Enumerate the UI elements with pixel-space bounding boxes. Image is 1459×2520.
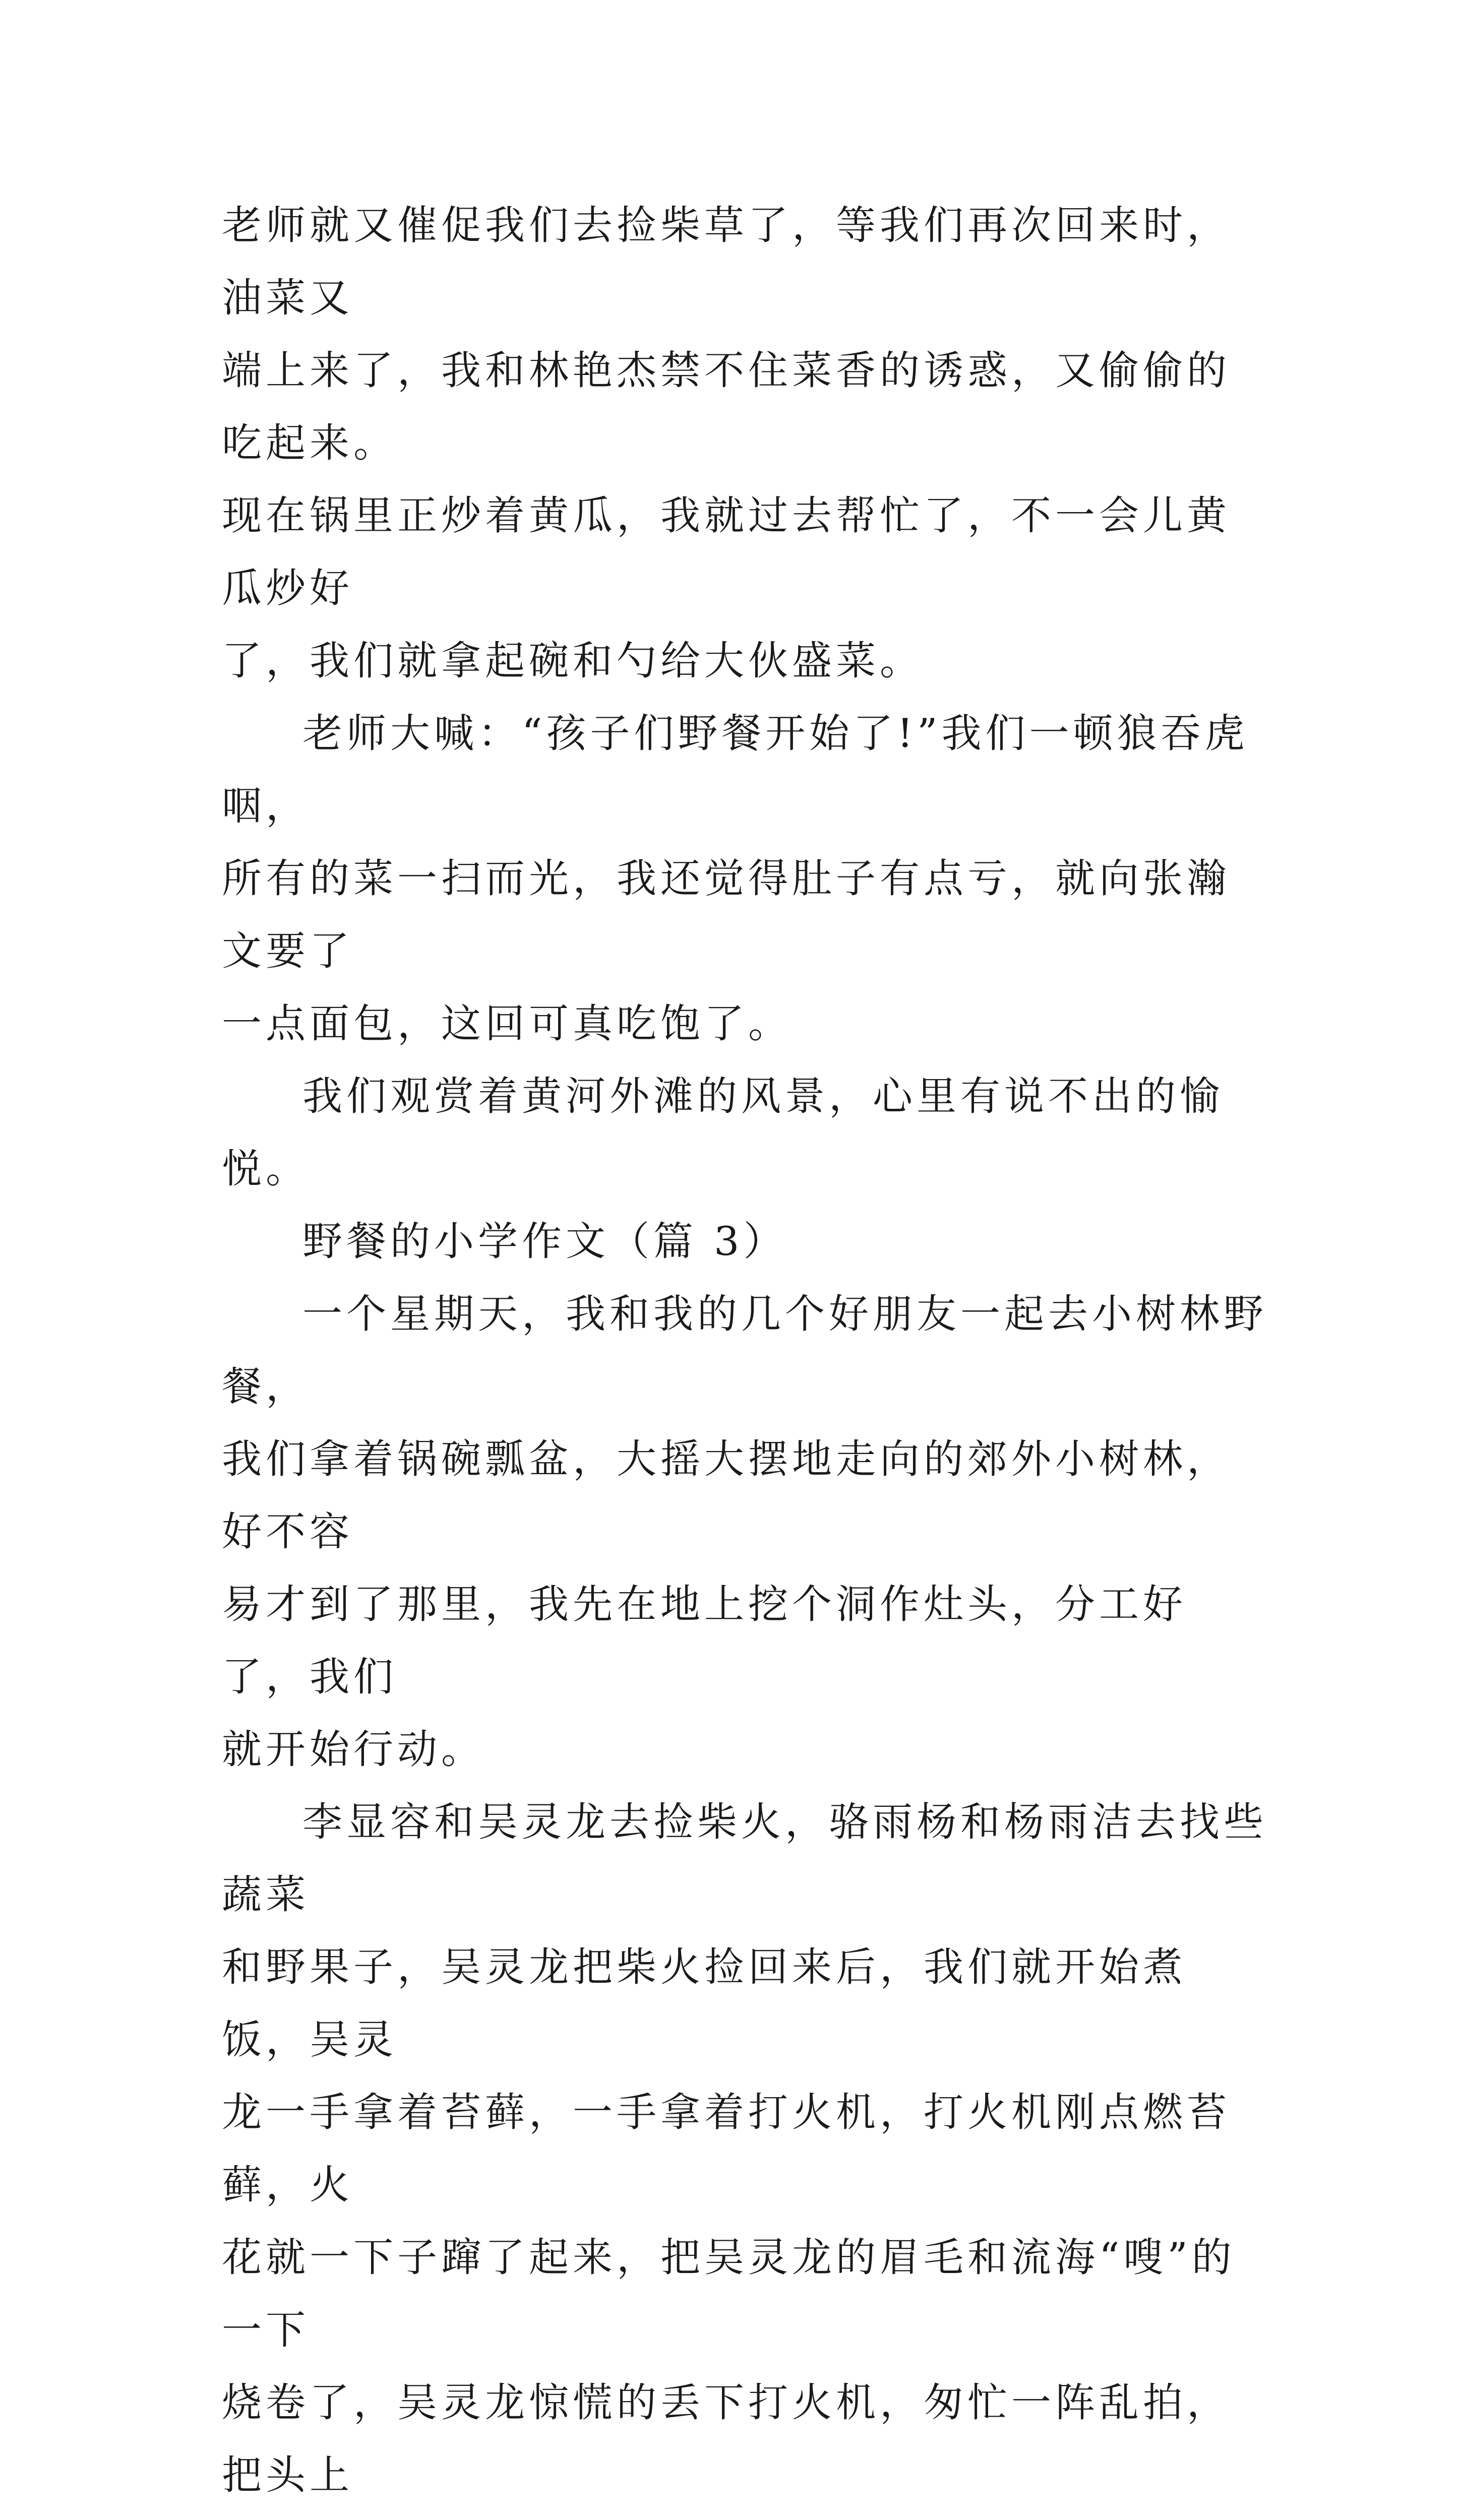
text-line: 老师就又催促我们去捡柴草了，等我们再次回来时，油菜又 <box>222 202 1231 321</box>
text-line: 现在锅里正炒着黄瓜，我就过去帮忙了，不一会儿黄瓜炒好 <box>222 492 1231 611</box>
text-line: 了，我们就拿起碗和勺给大伙盛菜。 <box>222 638 924 684</box>
document-body <box>222 189 1270 2520</box>
text-line: 就开始行动。 <box>222 1726 485 1773</box>
text-line: 我们观赏着黄河外滩的风景，心里有说不出的愉悦。 <box>222 1073 1224 1192</box>
text-line: 野餐的小学作文（篇 3） <box>302 1218 787 1265</box>
text-line: 花就一下子蹿了起来，把吴灵龙的眉毛和流海“嗖”的一下 <box>222 2234 1236 2353</box>
text-line: 和野果子，吴灵龙把柴火捡回来后，我们就开始煮饭，吴灵 <box>222 1944 1187 2063</box>
paragraph-5 <box>222 1786 1270 2520</box>
text-line: 所有的菜一扫而光，我还觉得肚子有点亏，就向张瀚文要了 <box>222 855 1231 974</box>
text-line: 易才到了那里，我先在地上挖个洞作灶头，分工好了，我们 <box>222 1581 1187 1700</box>
text-line: 一点面包，这回可真吃饱了。 <box>222 1000 792 1047</box>
paragraph-1 <box>222 189 1270 697</box>
text-line: 老师大喊：“孩子们野餐开始了!”我们一顿狼吞虎咽， <box>222 710 1249 829</box>
text-line: 李显容和吴灵龙去捡柴火，骆雨杨和杨雨洁去找些蔬菜 <box>222 1799 1267 1918</box>
text-line: 端上来了，我和林艳杰禁不住菜香的诱惑，又偷偷的吃起来。 <box>222 347 1231 466</box>
text-line: 一个星期天，我和我的几个好朋友一起去小树林野餐， <box>222 1291 1267 1410</box>
text-line: 龙一手拿着苔藓，一手拿着打火机，打火机刚点燃苔藓，火 <box>222 2089 1231 2208</box>
text-line: 我们拿着锅碗瓢盆，大摇大摆地走向的郊外小树林，好不容 <box>222 1436 1231 1555</box>
text-line: 烧卷了，吴灵龙惊慌的丢下打火机，匆忙一阵乱拍，把头上 <box>222 2379 1231 2498</box>
paragraph-3 <box>222 1060 1270 1205</box>
paragraph-2 <box>222 697 1270 1060</box>
section-heading <box>222 1205 1270 1278</box>
paragraph-4 <box>222 1278 1270 1786</box>
